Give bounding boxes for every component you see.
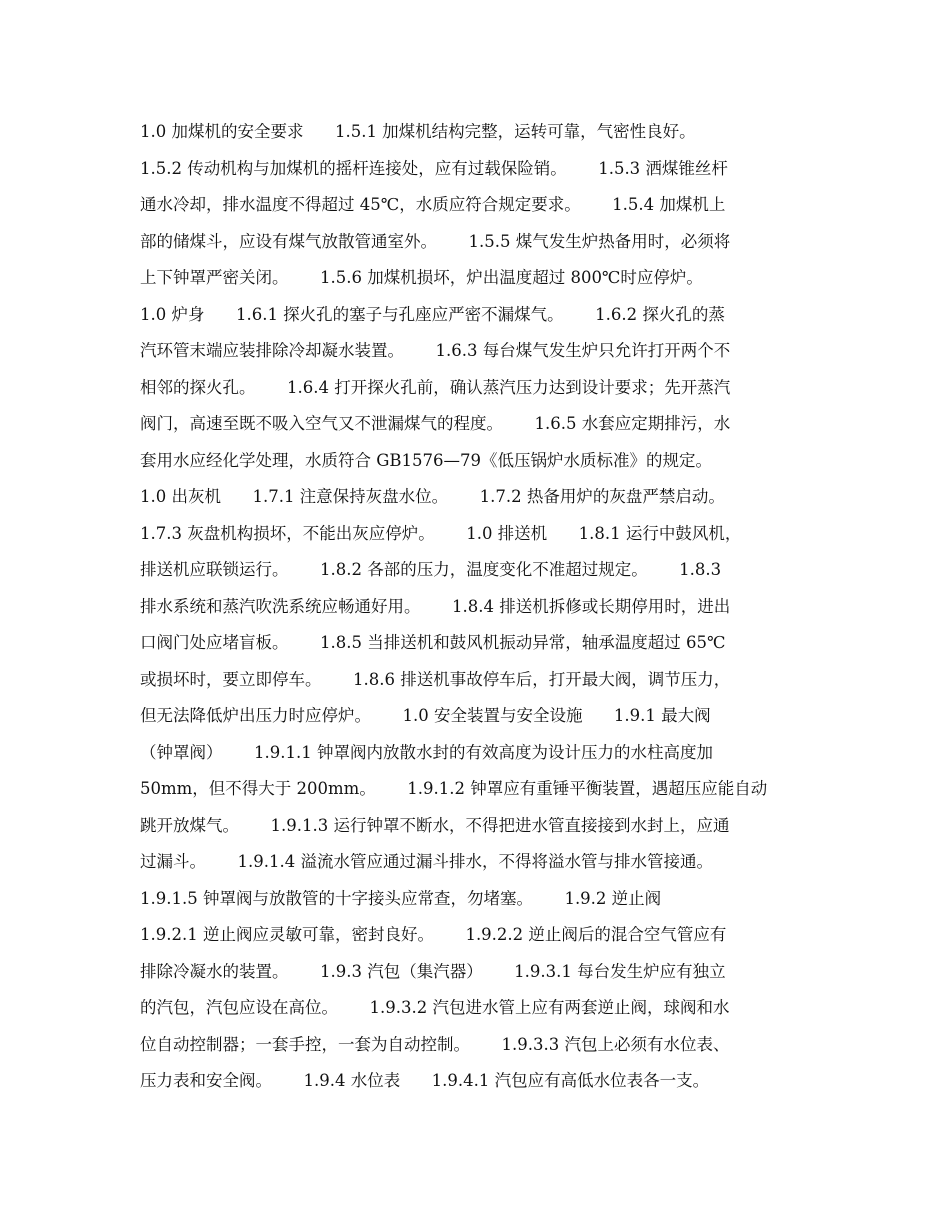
text-line: 口阀门处应堵盲板。 1.8.5 当排送机和鼓风机振动异常，轴承温度超过 65℃ [140, 633, 726, 652]
text-line: 1.5.2 传动机构与加煤机的摇杆连接处，应有过载保险销。 1.5.3 洒煤锥丝杆 [140, 158, 728, 178]
text-line: 跳开放煤气。 1.9.1.3 运行钟罩不断水，不得把进水管直接接到水封上，应通 [140, 815, 730, 835]
document-body-text [140, 114, 820, 1100]
text-line: 压力表和安全阀。 1.9.4 水位表 1.9.4.1 汽包应有高低水位表各一支。 [140, 1071, 710, 1090]
text-line: 上下钟罩严密关闭。 1.5.6 加煤机损坏，炉出温度超过 800℃时应停炉。 [140, 268, 703, 287]
text-line: 或损坏时，要立即停车。 1.8.6 排送机事故停车后，打开最大阀，调节压力， [140, 669, 731, 689]
text-line: 通水冷却，排水温度不得超过 45℃，水质应符合规定要求。 1.5.4 加煤机上 [140, 195, 726, 214]
text-line: 位自动控制器；一套手控，一套为自动控制。 1.9.3.3 汽包上必须有水位表、 [140, 1034, 730, 1054]
text-line: 1.9.1.5 钟罩阀与放散管的十字接头应常查，勿堵塞。 1.9.2 逆止阀 [140, 888, 662, 908]
text-line: 1.7.3 灰盘机构损坏，不能出灰应停炉。 1.0 排送机 1.8.1 运行中鼓风机， [140, 523, 742, 543]
text-line: 排水系统和蒸汽吹洗系统应畅通好用。 1.8.4 排送机拆修或长期停用时，进出 [140, 596, 731, 616]
text-line: 汽环管末端应装排除冷却凝水装置。 1.6.3 每台煤气发生炉只允许打开两个不 [140, 341, 731, 360]
text-line: 但无法降低炉出压力时应停炉。 1.0 安全装置与安全设施 1.9.1 最大阀 [140, 706, 711, 725]
text-line: 排送机应联锁运行。 1.8.2 各部的压力，温度变化不准超过规定。 1.8.3 [140, 560, 722, 579]
text-line: 套用水应经化学处理，水质符合 GB1576—79《低压锅炉水质标准》的规定。 [140, 450, 713, 470]
text-line: 部的储煤斗，应设有煤气放散管通室外。 1.5.5 煤气发生炉热备用时，必须将 [140, 231, 731, 251]
text-line: 1.0 加煤机的安全要求 1.5.1 加煤机结构完整，运转可靠，气密性良好。 [140, 122, 696, 141]
text-line: 50mm，但不得大于 200mm。 1.9.1.2 钟罩应有重锤平衡装置，遇超压应能自动 [140, 779, 768, 798]
text-line: 1.9.2.1 逆止阀应灵敏可靠，密封良好。 1.9.2.2 逆止阀后的混合空气管应有 [140, 925, 727, 944]
text-line: 的汽包，汽包应设在高位。 1.9.3.2 汽包进水管上应有两套逆止阀，球阀和水 [140, 998, 730, 1017]
text-line: 过漏斗。 1.9.1.4 溢流水管应通过漏斗排水，不得将溢水管与排水管接通。 [140, 852, 713, 871]
text-line: 阀门，高速至既不吸入空气又不泄漏煤气的程度。 1.6.5 水套应定期排污，水 [140, 414, 731, 433]
text-line: 1.0 出灰机 1.7.1 注意保持灰盘水位。 1.7.2 热备用炉的灰盘严禁启动。 [140, 487, 725, 506]
text-line: 相邻的探火孔。 1.6.4 打开探火孔前，确认蒸汽压力达到设计要求；先开蒸汽 [140, 377, 731, 397]
text-line: 排除冷凝水的装置。 1.9.3 汽包（集汽器） 1.9.3.1 每台发生炉应有独立 [140, 961, 726, 981]
text-line: 1.0 炉身 1.6.1 探火孔的塞子与孔座应严密不漏煤气。 1.6.2 探火孔的蒸 [140, 304, 725, 324]
text-line: （钟罩阀） 1.9.1.1 钟罩阀内放散水封的有效高度为设计压力的水柱高度加 [140, 742, 713, 762]
